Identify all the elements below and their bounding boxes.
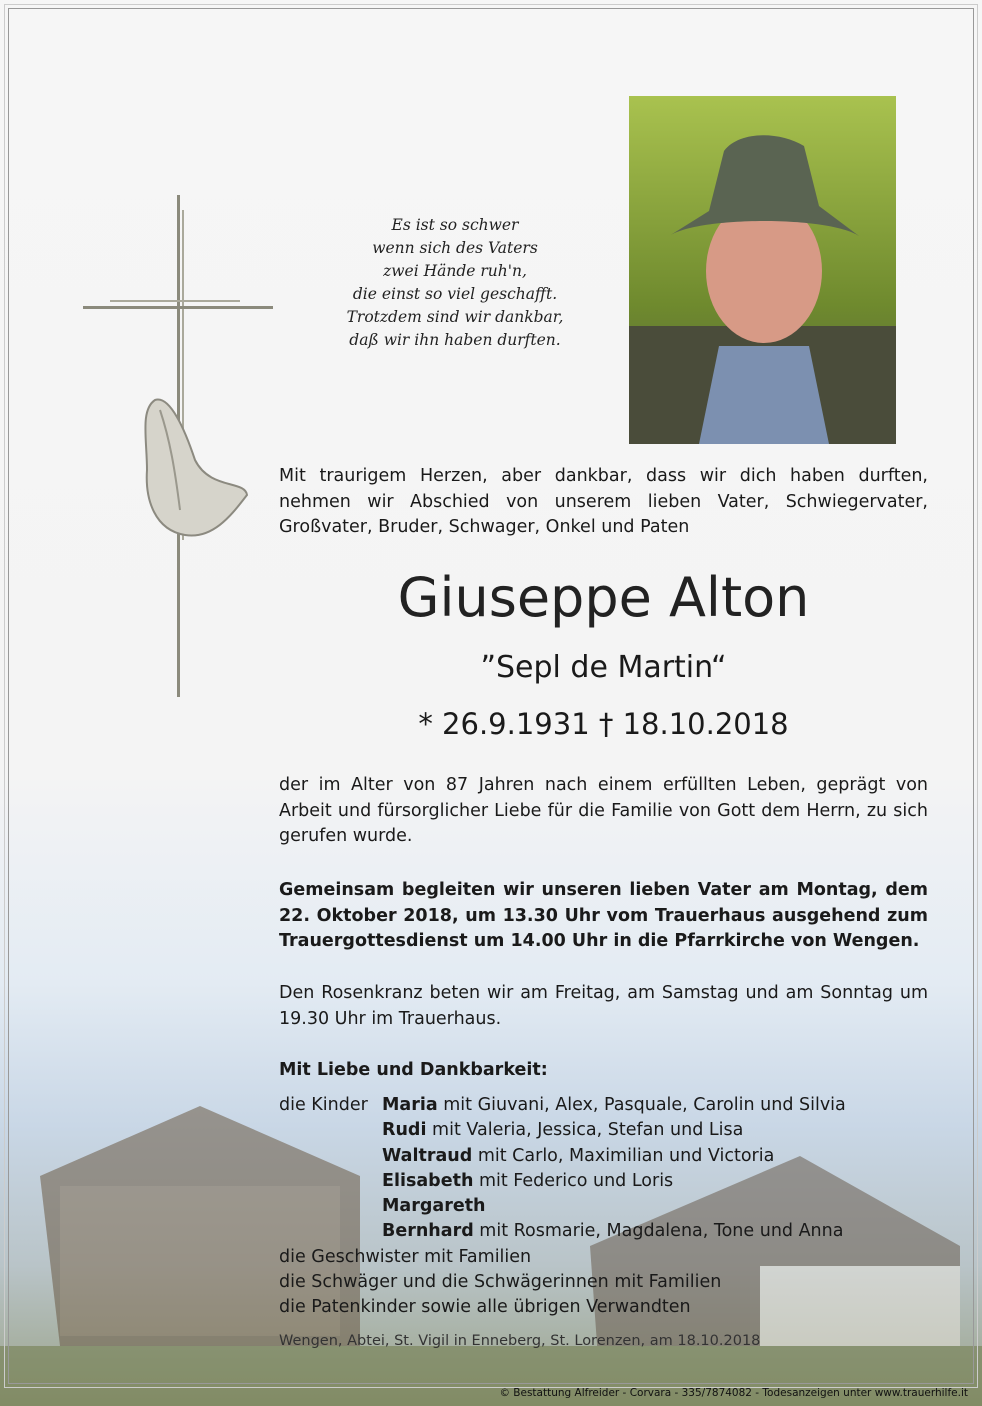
rosary-details: Den Rosenkranz beten wir am Freitag, am Samstag und am Sonntag um 19.30 Uhr im Trauerhaus. [279,983,928,1029]
cross-bar [83,306,273,309]
poem-line: wenn sich des Vaters [372,239,538,257]
footer-credit: © Bestattung Alfreider - Corvara - 335/7874082 - Todesanzeigen unter www.trauerhilfe.it [499,1387,968,1399]
mourners-heading: Mit Liebe und Dankbarkeit: [279,1060,548,1080]
child-entry: Elisabeth mit Federico und Loris [382,1170,674,1191]
poem [320,214,590,352]
deceased-name: Giuseppe Alton [397,566,810,629]
child-entry: Bernhard mit Rosmarie, Magdalena, Tone und Anna [382,1221,844,1242]
poem-line: Es ist so schwer [391,216,519,234]
child-entry: Waltraud mit Carlo, Maximilian und Victoria [382,1145,775,1166]
mourners-list [279,1093,846,1321]
child-entry: Maria mit Giuvani, Alex, Pasquale, Carolin und Silvia [382,1095,846,1115]
other-mourners: die Schwäger und die Schwägerinnen mit Familien [279,1272,722,1293]
cross-bar-accent [110,300,240,302]
place-date: Wengen, Abtei, St. Vigil in Enneberg, St. Lorenzen, am 18.10.2018 [279,1333,761,1349]
poem-line: die einst so viel geschafft. [352,285,558,303]
nickname: ”Sepl de Martin“ [480,650,727,685]
child-entry: Rudi mit Valeria, Jessica, Stefan und Lisa [382,1120,744,1141]
other-mourners: die Patenkinder sowie alle übrigen Verwandten [279,1297,691,1318]
other-mourners: die Geschwister mit Familien [279,1246,532,1267]
poem-line: zwei Hände ruh'n, [383,262,527,280]
intro-text: Mit traurigem Herzen, aber dankbar, dass wir dich haben durften, nehmen wir Abschied von unserem lieben Vater, Schwiegervater, Großvater, Bruder, Schwager, Onkel und Paten [279,466,928,537]
poem-line: daß wir ihn haben durften. [349,331,561,349]
children-label: die Kinder [279,1095,368,1115]
life-dates: * 26.9.1931 † 18.10.2018 [418,707,789,741]
poem-line: Trotzdem sind wir dankbar, [346,308,564,326]
portrait-photo [629,96,896,444]
child-entry: Margareth [382,1196,486,1217]
obituary-text: der im Alter von 87 Jahren nach einem erfüllten Leben, geprägt von Arbeit und fürsorglicher Liebe für die Familie von Gott dem Herrn, zu sich gerufen wurde. [279,775,928,846]
funeral-details: Gemeinsam begleiten wir unseren lieben Vater am Montag, dem 22. Oktober 2018, um 13.30 Uhr vom Trauerhaus ausgehend zum Trauergottesdienst um 14.00 Uhr in die Pfarrkirche von Wengen. [279,880,928,951]
praying-hands-icon [135,390,250,545]
